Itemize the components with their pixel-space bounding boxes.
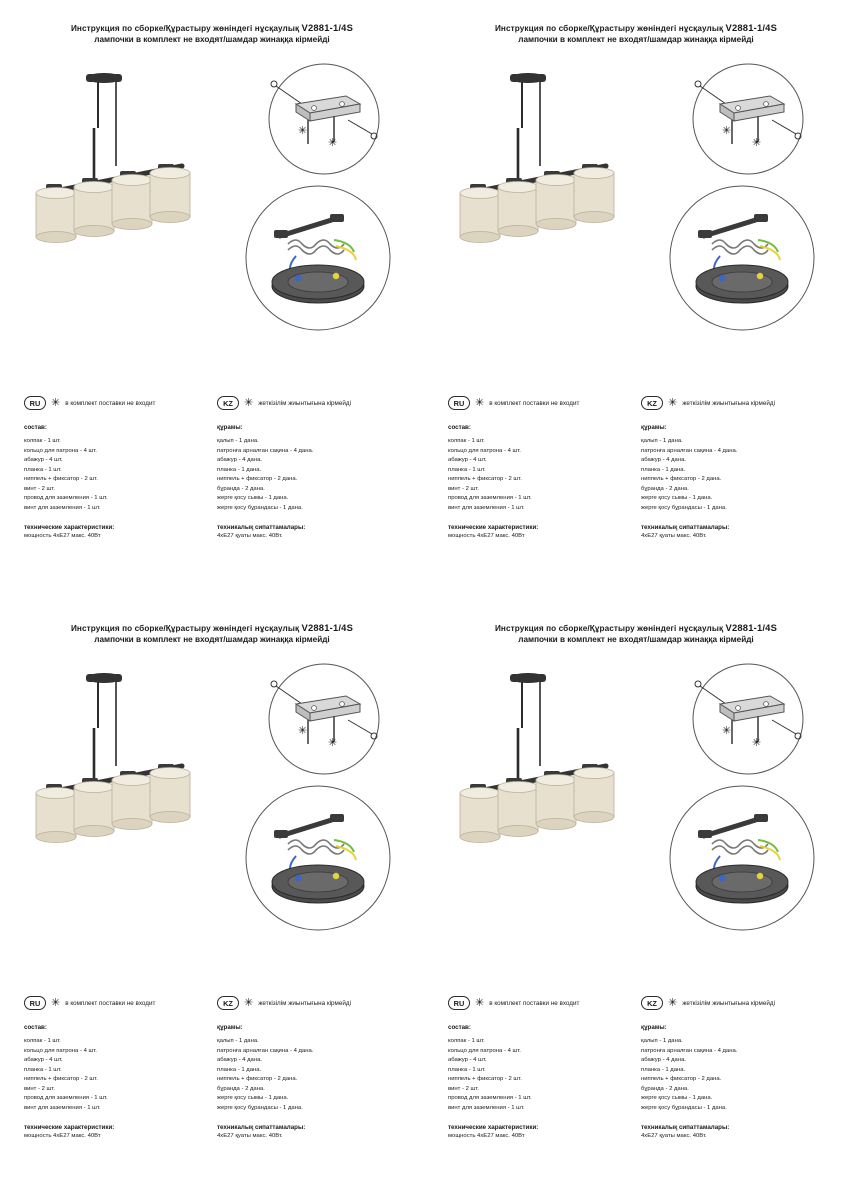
legend-ru-text: в комплект поставки не входит xyxy=(489,999,580,1007)
specs-kz-title: құрамы: xyxy=(641,1024,667,1031)
svg-text:✳: ✳ xyxy=(722,123,732,137)
pendant-lamp-illustration xyxy=(24,66,220,276)
list-item: жерге қосу бұрандасы - 1 дана. xyxy=(641,1104,727,1111)
list-item: патронға арналған сақина - 4 дана. xyxy=(217,1047,314,1054)
pendant-lamp-illustration xyxy=(24,666,220,876)
tech-value: 4хЕ27 қуаты макс. 40Вт. xyxy=(217,532,283,539)
list-item: патронға арналған сақина - 4 дана. xyxy=(217,447,314,454)
specs-ru-list xyxy=(24,1037,207,1114)
legend-ru-text: в комплект поставки не входит xyxy=(489,399,580,407)
flag-kz-icon: KZ xyxy=(217,396,239,410)
tech-title: технические характеристики: xyxy=(448,1123,539,1131)
list-item: қалып - 1 дана. xyxy=(641,1038,683,1044)
instruction-card xyxy=(424,600,848,1200)
specs-ru-title: состав: xyxy=(24,1024,47,1031)
list-item: абажур - 4 шт. xyxy=(448,457,487,464)
list-item: планка - 1 шт. xyxy=(448,1066,486,1073)
legend-kz xyxy=(641,396,824,410)
specs-kz-list xyxy=(217,1037,400,1114)
svg-text:✳: ✳ xyxy=(752,135,762,149)
header-line-1-text: Инструкция по сборке/Құрастыру жөніндегі нұсқаулық xyxy=(494,624,726,633)
specs-kz xyxy=(641,424,824,539)
tech-title: техникалық сипаттамалары: xyxy=(217,1123,306,1131)
list-item: жерге қосу сымы - 1 дана. xyxy=(217,1095,289,1102)
header-line-2: лампочки в комплект не входят/шамдар жинаққа кірмейді xyxy=(94,35,330,45)
list-item: абажур - 4 шт. xyxy=(24,1057,63,1064)
specs-kz xyxy=(217,424,400,539)
asterisk-icon: ✳ xyxy=(668,396,678,409)
legend-ru-text: в комплект поставки не входит xyxy=(65,999,156,1007)
legend-ru-text: в комплект поставки не входит xyxy=(65,399,156,407)
header-line-2: лампочки в комплект не входят/шамдар жинаққа кірмейді xyxy=(94,635,330,645)
tech-value: мощность 4хЕ27 макс. 40Вт xyxy=(24,1132,101,1139)
specs-ru-list xyxy=(24,437,207,514)
list-item: винт - 2 шт. xyxy=(24,485,55,492)
asterisk-icon: ✳ xyxy=(475,396,485,409)
legend-ru xyxy=(448,396,631,410)
list-item: ниппель + фиксатор - 2 дана. xyxy=(217,1076,298,1083)
legend-kz-text: жеткізілім жиынтығына кірмейді xyxy=(258,399,351,407)
list-item: кольцо для патрона - 4 шт. xyxy=(24,1047,97,1054)
legend-kz xyxy=(641,996,824,1010)
list-item: абажур - 4 дана. xyxy=(641,457,686,464)
asterisk-icon: ✳ xyxy=(475,996,485,1009)
asterisk-icon: ✳ xyxy=(51,996,61,1009)
specs-row xyxy=(24,424,400,539)
specs-kz-list xyxy=(641,437,824,514)
specs-ru xyxy=(24,424,207,539)
illustration-area xyxy=(24,60,400,360)
product-model: V2881-1/4S xyxy=(725,622,778,633)
legend-row xyxy=(24,996,400,1010)
list-item: винт для заземления - 1 шт. xyxy=(448,1104,525,1111)
tech-value: 4хЕ27 қуаты макс. 40Вт. xyxy=(217,1132,283,1139)
tech-value: мощность 4хЕ27 макс. 40Вт xyxy=(448,1132,525,1139)
tech-title: техникалық сипаттамалары: xyxy=(641,1123,730,1131)
svg-text:✳: ✳ xyxy=(722,723,732,737)
list-item: бұранда - 2 дана. xyxy=(641,1085,689,1092)
list-item: планка - 1 дана. xyxy=(217,466,262,473)
flag-ru-icon: RU xyxy=(24,996,46,1010)
list-item: колпак - 1 шт. xyxy=(24,1038,61,1044)
specs-kz-list xyxy=(641,1037,824,1114)
specs-kz xyxy=(217,1024,400,1139)
ceiling-bracket-mounting-detail xyxy=(674,660,822,778)
list-item: бұранда - 2 дана. xyxy=(641,485,689,492)
specs-kz-tech xyxy=(641,524,824,539)
header-line-2: лампочки в комплект не входят/шамдар жинаққа кірмейді xyxy=(518,35,754,45)
legend-kz-text: жеткізілім жиынтығына кірмейді xyxy=(682,399,775,407)
flag-ru-icon: RU xyxy=(448,396,470,410)
list-item: патронға арналған сақина - 4 дана. xyxy=(641,447,738,454)
product-model: V2881-1/4S xyxy=(301,622,354,633)
product-model: V2881-1/4S xyxy=(725,22,778,33)
specs-ru-title: состав: xyxy=(24,424,47,431)
list-item: бұранда - 2 дана. xyxy=(217,1085,265,1092)
legend-kz-text: жеткізілім жиынтығына кірмейді xyxy=(258,999,351,1007)
list-item: абажур - 4 дана. xyxy=(217,457,262,464)
specs-ru xyxy=(448,424,631,539)
ceiling-bracket-mounting-detail xyxy=(250,660,398,778)
list-item: кольцо для патрона - 4 шт. xyxy=(448,447,521,454)
card-header xyxy=(24,622,400,646)
wiring-canopy-detail xyxy=(238,178,398,340)
list-item: планка - 1 дана. xyxy=(641,466,686,473)
tech-value: мощность 4хЕ27 макс. 40Вт xyxy=(448,532,525,539)
list-item: винт для заземления - 1 шт. xyxy=(24,1104,101,1111)
list-item: ниппель + фиксатор - 2 шт. xyxy=(24,476,98,483)
list-item: жерге қосу сымы - 1 дана. xyxy=(641,1095,713,1102)
specs-ru-tech xyxy=(24,524,207,539)
instruction-card xyxy=(424,0,848,600)
list-item: қалып - 1 дана. xyxy=(641,438,683,444)
asterisk-icon: ✳ xyxy=(51,396,61,409)
legend-kz xyxy=(217,996,400,1010)
illustration-area xyxy=(24,660,400,960)
specs-kz-title: құрамы: xyxy=(217,1024,243,1031)
flag-kz-icon: KZ xyxy=(641,396,663,410)
list-item: провод для заземления - 1 шт. xyxy=(24,495,108,502)
wiring-canopy-detail xyxy=(662,178,822,340)
list-item: ниппель + фиксатор - 2 дана. xyxy=(641,476,722,483)
legend-row xyxy=(24,396,400,410)
list-item: планка - 1 шт. xyxy=(24,466,62,473)
svg-text:✳: ✳ xyxy=(752,735,762,749)
specs-ru-title: состав: xyxy=(448,1024,471,1031)
svg-text:✳: ✳ xyxy=(328,135,338,149)
flag-kz-icon: KZ xyxy=(641,996,663,1010)
specs-kz-list xyxy=(217,437,400,514)
specs-kz-title: құрамы: xyxy=(217,424,243,431)
svg-text:✳: ✳ xyxy=(298,723,308,737)
specs-ru xyxy=(24,1024,207,1139)
list-item: планка - 1 дана. xyxy=(641,1066,686,1073)
header-line-1 xyxy=(24,22,400,34)
list-item: қалып - 1 дана. xyxy=(217,1038,259,1044)
asterisk-icon: ✳ xyxy=(244,396,254,409)
list-item: винт - 2 шт. xyxy=(448,1085,479,1092)
specs-row xyxy=(24,1024,400,1139)
tech-value: 4хЕ27 қуаты макс. 40Вт. xyxy=(641,532,707,539)
list-item: колпак - 1 шт. xyxy=(24,438,61,444)
specs-ru-list xyxy=(448,1037,631,1114)
list-item: кольцо для патрона - 4 шт. xyxy=(24,447,97,454)
list-item: ниппель + фиксатор - 2 шт. xyxy=(448,476,522,483)
header-line-1-text: Инструкция по сборке/Құрастыру жөніндегі нұсқаулық xyxy=(70,24,302,33)
card-header xyxy=(448,22,824,46)
wiring-canopy-detail xyxy=(662,778,822,940)
flag-ru-icon: RU xyxy=(24,396,46,410)
list-item: патронға арналған сақина - 4 дана. xyxy=(641,1047,738,1054)
wiring-canopy-detail xyxy=(238,778,398,940)
list-item: колпак - 1 шт. xyxy=(448,438,485,444)
svg-text:✳: ✳ xyxy=(328,735,338,749)
legend-ru xyxy=(24,396,207,410)
specs-row xyxy=(448,1024,824,1139)
legend-kz xyxy=(217,396,400,410)
instruction-card xyxy=(0,600,424,1200)
list-item: ниппель + фиксатор - 2 дана. xyxy=(641,1076,722,1083)
header-line-2: лампочки в комплект не входят/шамдар жинаққа кірмейді xyxy=(518,635,754,645)
specs-ru-title: состав: xyxy=(448,424,471,431)
asterisk-icon: ✳ xyxy=(668,996,678,1009)
list-item: ниппель + фиксатор - 2 шт. xyxy=(24,1076,98,1083)
ceiling-bracket-mounting-detail xyxy=(250,60,398,178)
list-item: ниппель + фиксатор - 2 дана. xyxy=(217,476,298,483)
list-item: планка - 1 дана. xyxy=(217,1066,262,1073)
legend-ru xyxy=(24,996,207,1010)
header-line-1 xyxy=(24,622,400,634)
card-header xyxy=(24,22,400,46)
tech-value: мощность 4хЕ27 макс. 40Вт xyxy=(24,532,101,539)
specs-ru xyxy=(448,1024,631,1139)
list-item: жерге қосу сымы - 1 дана. xyxy=(641,495,713,502)
list-item: жерге қосу бұрандасы - 1 дана. xyxy=(217,1104,303,1111)
specs-kz-title: құрамы: xyxy=(641,424,667,431)
flag-kz-icon: KZ xyxy=(217,996,239,1010)
list-item: қалып - 1 дана. xyxy=(217,438,259,444)
tech-title: техникалық сипаттамалары: xyxy=(217,523,306,531)
list-item: жерге қосу бұрандасы - 1 дана. xyxy=(217,504,303,511)
header-line-1 xyxy=(448,22,824,34)
specs-row xyxy=(448,424,824,539)
header-line-1-text: Инструкция по сборке/Құрастыру жөніндегі нұсқаулық xyxy=(70,624,302,633)
list-item: абажур - 4 дана. xyxy=(641,1057,686,1064)
list-item: провод для заземления - 1 шт. xyxy=(24,1095,108,1102)
list-item: кольцо для патрона - 4 шт. xyxy=(448,1047,521,1054)
list-item: планка - 1 шт. xyxy=(24,1066,62,1073)
list-item: винт - 2 шт. xyxy=(448,485,479,492)
specs-kz-tech xyxy=(217,524,400,539)
legend-ru xyxy=(448,996,631,1010)
card-header xyxy=(448,622,824,646)
tech-title: технические характеристики: xyxy=(24,523,115,531)
product-model: V2881-1/4S xyxy=(301,22,354,33)
flag-ru-icon: RU xyxy=(448,996,470,1010)
list-item: абажур - 4 шт. xyxy=(448,1057,487,1064)
tech-value: 4хЕ27 қуаты макс. 40Вт. xyxy=(641,1132,707,1139)
header-line-1-text: Инструкция по сборке/Құрастыру жөніндегі нұсқаулық xyxy=(494,24,726,33)
asterisk-icon: ✳ xyxy=(244,996,254,1009)
list-item: винт для заземления - 1 шт. xyxy=(24,504,101,511)
list-item: колпак - 1 шт. xyxy=(448,1038,485,1044)
specs-ru-tech xyxy=(24,1124,207,1139)
list-item: жерге қосу бұрандасы - 1 дана. xyxy=(641,504,727,511)
list-item: ниппель + фиксатор - 2 шт. xyxy=(448,1076,522,1083)
tech-title: технические характеристики: xyxy=(24,1123,115,1131)
list-item: провод для заземления - 1 шт. xyxy=(448,495,532,502)
list-item: абажур - 4 шт. xyxy=(24,457,63,464)
list-item: абажур - 4 дана. xyxy=(217,1057,262,1064)
list-item: провод для заземления - 1 шт. xyxy=(448,1095,532,1102)
header-line-1 xyxy=(448,622,824,634)
ceiling-bracket-mounting-detail xyxy=(674,60,822,178)
list-item: винт - 2 шт. xyxy=(24,1085,55,1092)
specs-ru-tech xyxy=(448,524,631,539)
illustration-area xyxy=(448,660,824,960)
legend-kz-text: жеткізілім жиынтығына кірмейді xyxy=(682,999,775,1007)
legend-row xyxy=(448,996,824,1010)
pendant-lamp-illustration xyxy=(448,66,644,276)
tech-title: технические характеристики: xyxy=(448,523,539,531)
list-item: планка - 1 шт. xyxy=(448,466,486,473)
instruction-card xyxy=(0,0,424,600)
specs-ru-tech xyxy=(448,1124,631,1139)
specs-kz-tech xyxy=(641,1124,824,1139)
legend-row xyxy=(448,396,824,410)
specs-kz xyxy=(641,1024,824,1139)
tech-title: техникалық сипаттамалары: xyxy=(641,523,730,531)
specs-ru-list xyxy=(448,437,631,514)
list-item: жерге қосу сымы - 1 дана. xyxy=(217,495,289,502)
specs-kz-tech xyxy=(217,1124,400,1139)
list-item: винт для заземления - 1 шт. xyxy=(448,504,525,511)
pendant-lamp-illustration xyxy=(448,666,644,876)
illustration-area xyxy=(448,60,824,360)
svg-text:✳: ✳ xyxy=(298,123,308,137)
list-item: бұранда - 2 дана. xyxy=(217,485,265,492)
